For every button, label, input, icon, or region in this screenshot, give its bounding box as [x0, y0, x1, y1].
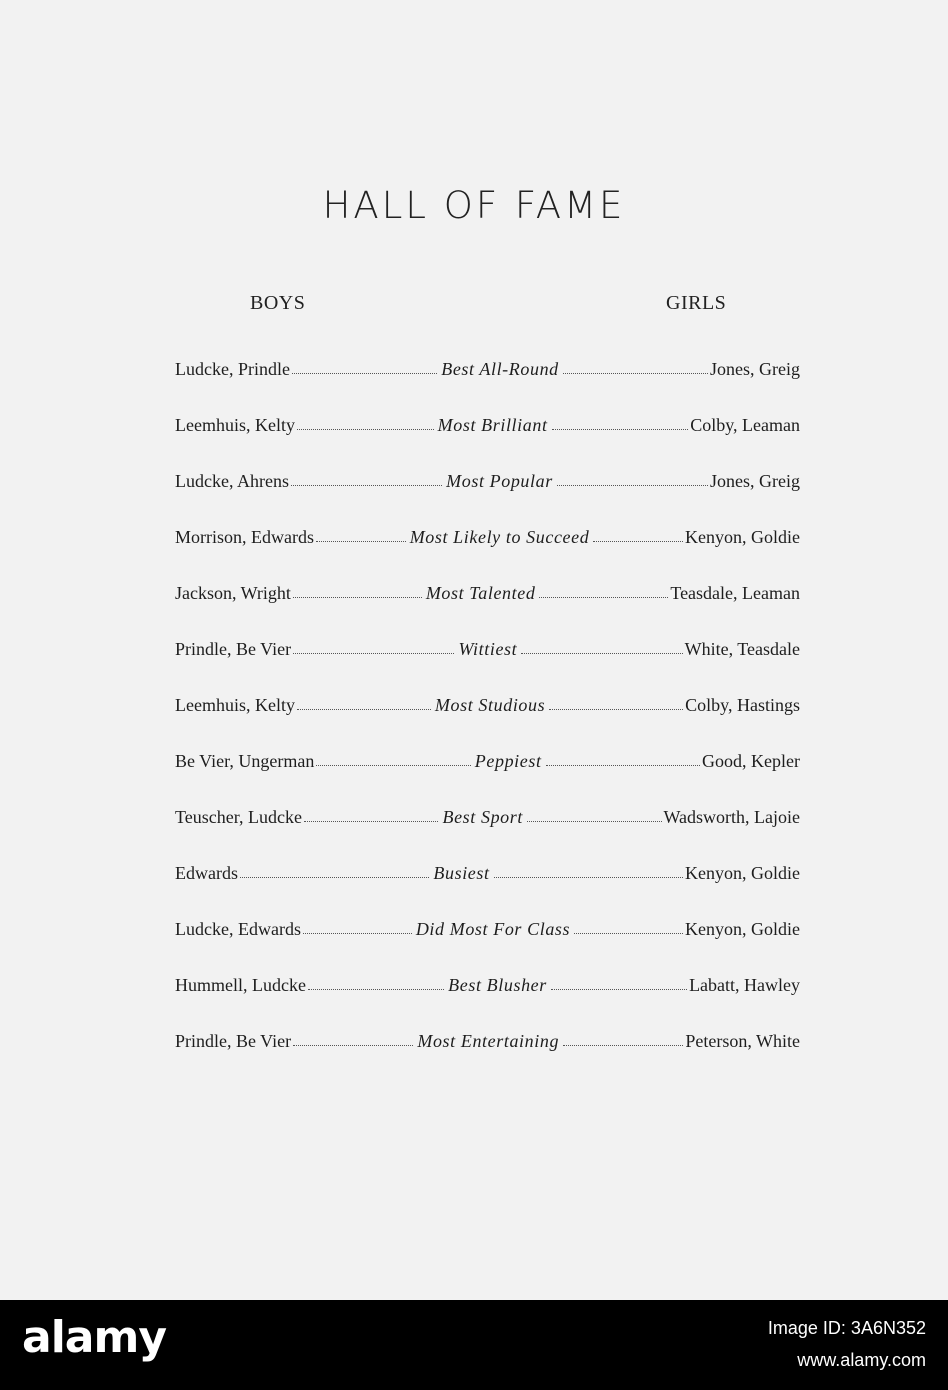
list-item [175, 917, 800, 973]
list-item [175, 637, 800, 693]
dot-leader [297, 413, 434, 430]
dot-leader [240, 861, 429, 878]
list-item [175, 749, 800, 805]
award-title: Most Brilliant [437, 415, 548, 435]
girls-names: Colby, Hastings [685, 695, 801, 715]
girls-names: Kenyon, Goldie [685, 527, 801, 547]
dot-leader [551, 973, 687, 990]
dot-leader [308, 973, 444, 990]
dot-leader [316, 525, 406, 542]
award-title: Most Entertaining [417, 1031, 560, 1051]
award-title: Busiest [433, 863, 490, 883]
award-title: Peppiest [474, 751, 542, 771]
girls-names: Kenyon, Goldie [685, 863, 801, 883]
boys-names: Leemhuis, Kelty [175, 695, 295, 715]
dot-leader [494, 861, 683, 878]
list-item [175, 413, 800, 469]
dot-leader [549, 693, 683, 710]
dot-leader [563, 357, 708, 374]
dot-leader [574, 917, 683, 934]
dot-leader [546, 749, 700, 766]
award-title: Most Likely to Succeed [409, 527, 590, 547]
dot-leader [292, 357, 437, 374]
list-item [175, 973, 800, 1029]
dot-leader [563, 1029, 683, 1046]
girls-names: Peterson, White [685, 1031, 800, 1051]
dot-leader [303, 917, 412, 934]
dot-leader [293, 581, 422, 598]
list-item [175, 469, 800, 525]
dot-leader [293, 1029, 413, 1046]
site-url: www.alamy.com [797, 1350, 926, 1370]
dot-leader [291, 469, 442, 486]
dot-leader [521, 637, 682, 654]
boys-names: Prindle, Be Vier [175, 1031, 292, 1051]
award-title: Most Studious [434, 695, 546, 715]
boys-names: Ludcke, Prindle [175, 359, 290, 379]
list-item [175, 357, 800, 413]
award-title: Best Blusher [448, 975, 547, 995]
dot-leader [557, 469, 708, 486]
girls-names: Teasdale, Leaman [670, 583, 800, 603]
dot-leader [552, 413, 689, 430]
girls-names: Kenyon, Goldie [685, 919, 800, 939]
dot-leader [527, 805, 662, 822]
award-title: Wittiest [458, 639, 518, 659]
award-title: Best All-Round [441, 359, 559, 379]
image-id-label: Image ID: 3A6N352 [767, 1318, 926, 1338]
boys-names: Hummell, Ludcke [175, 975, 306, 995]
boys-names: Prindle, Be Vier [175, 639, 292, 659]
boys-column-header: BOYS [250, 292, 306, 314]
boys-names: Leemhuis, Kelty [175, 415, 295, 435]
boys-names: Teuscher, Ludcke [175, 807, 302, 827]
list-item [175, 1029, 800, 1085]
girls-column-header: GIRLS [666, 292, 727, 314]
girls-names: Jones, Greig [710, 359, 800, 379]
boys-names: Ludcke, Edwards [175, 919, 301, 939]
dot-leader [293, 637, 454, 654]
alamy-logo: alamy [22, 1312, 166, 1363]
page-title: HALL OF FAME [322, 184, 626, 227]
list-item [175, 581, 800, 637]
boys-names: Ludcke, Ahrens [175, 471, 289, 491]
boys-names: Edwards [175, 863, 238, 883]
hall-of-fame-list [175, 357, 800, 1085]
boys-names: Morrison, Edwards [175, 527, 314, 547]
award-title: Most Popular [446, 471, 553, 491]
award-title: Best Sport [442, 807, 523, 827]
award-title: Did Most For Class [415, 919, 571, 939]
list-item [175, 805, 800, 861]
list-item [175, 525, 800, 581]
girls-names: Labatt, Hawley [689, 975, 801, 995]
dot-leader [297, 693, 431, 710]
dot-leader [304, 805, 439, 822]
dot-leader [316, 749, 470, 766]
list-item [175, 693, 800, 749]
dot-leader [539, 581, 668, 598]
boys-names: Be Vier, Ungerman [175, 751, 315, 771]
girls-names: Wadsworth, Lajoie [663, 807, 801, 827]
girls-names: Jones, Greig [710, 471, 800, 491]
award-title: Most Talented [425, 583, 536, 603]
girls-names: Good, Kepler [702, 751, 800, 771]
list-item [175, 861, 800, 917]
girls-names: White, Teasdale [684, 639, 800, 659]
girls-names: Colby, Leaman [690, 415, 801, 435]
dot-leader [593, 525, 683, 542]
boys-names: Jackson, Wright [175, 583, 291, 603]
